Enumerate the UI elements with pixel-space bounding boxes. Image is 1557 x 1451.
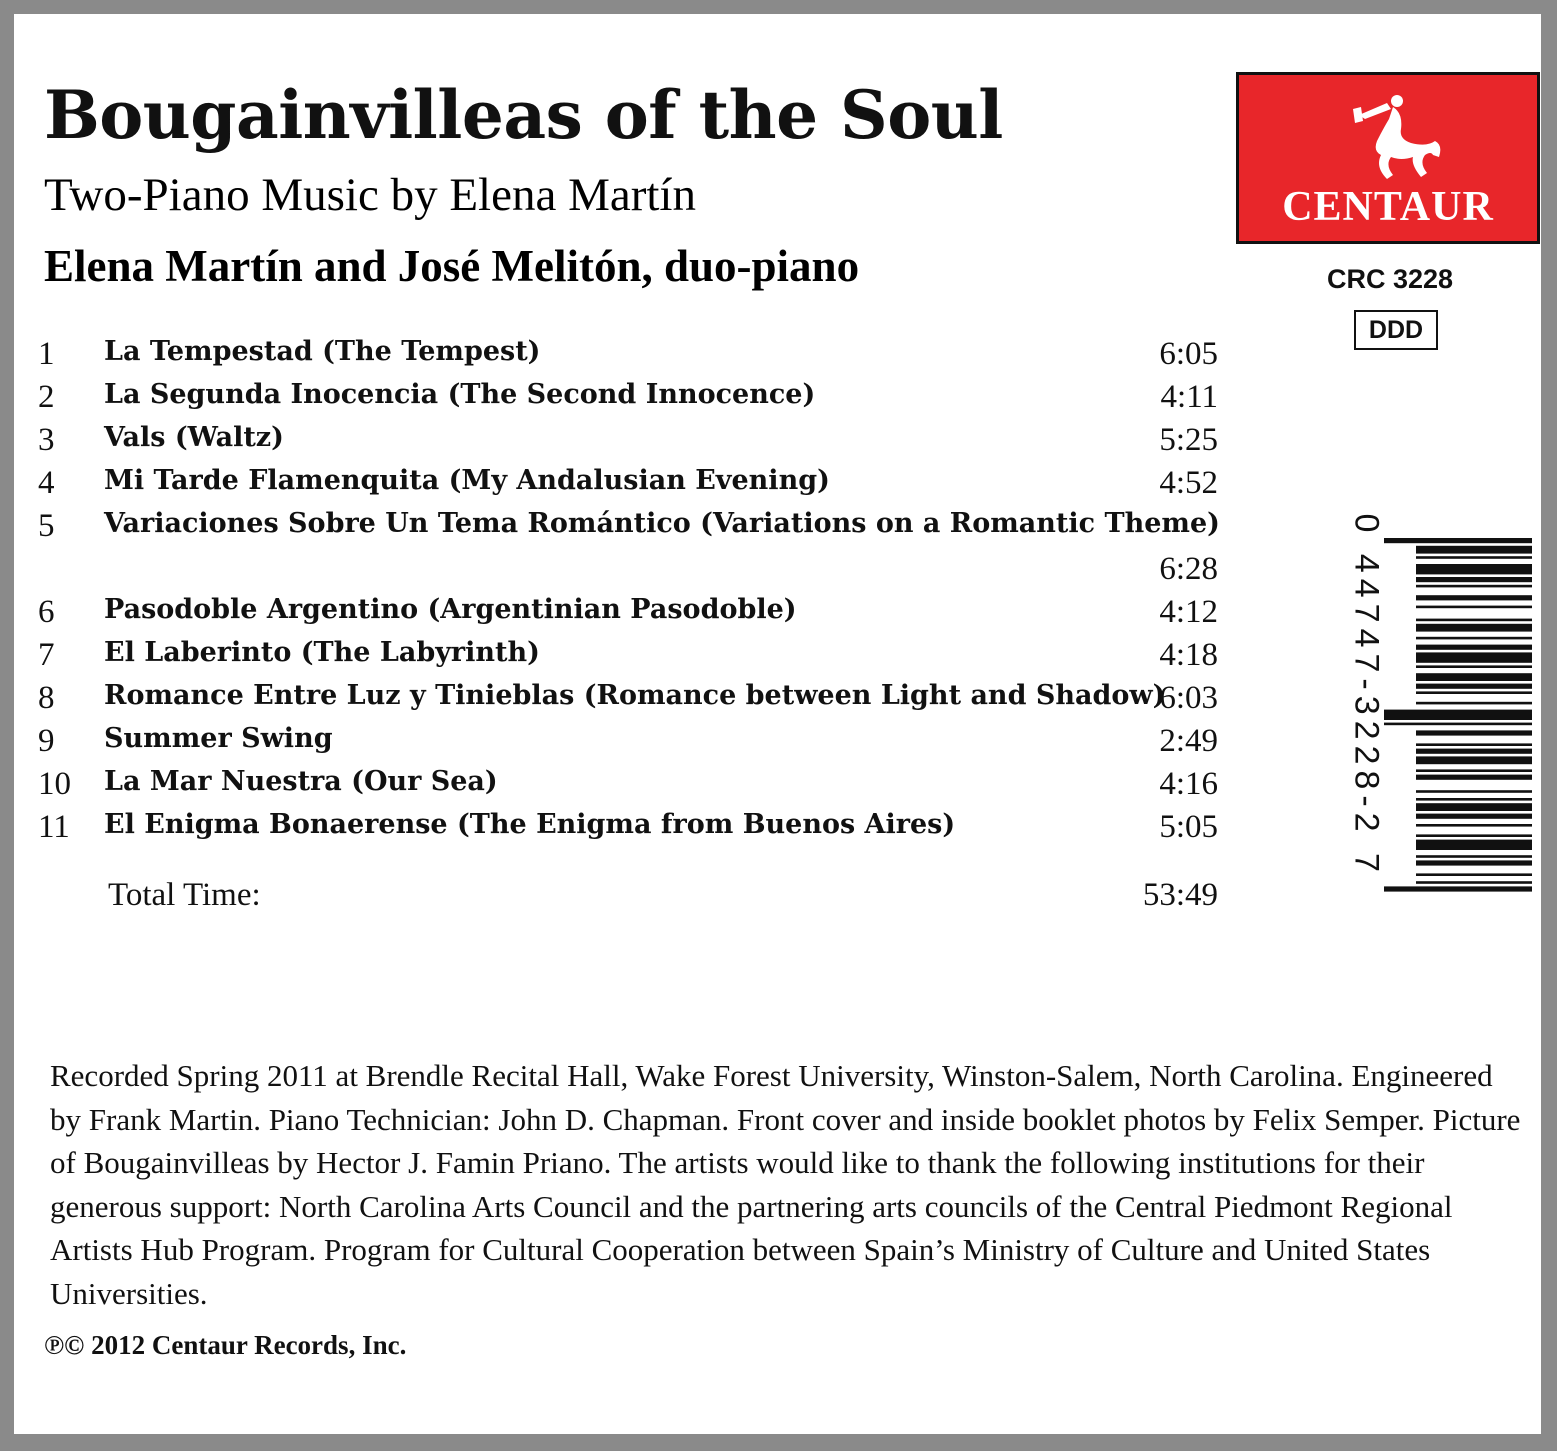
barcode-bar bbox=[1416, 585, 1532, 588]
track-duration: 5:25 bbox=[1159, 422, 1218, 458]
barcode-bar bbox=[1416, 595, 1532, 600]
track-duration: 4:52 bbox=[1159, 465, 1218, 501]
barcode-bar bbox=[1416, 790, 1532, 793]
barcode-bar bbox=[1416, 691, 1532, 694]
track-number: 11 bbox=[38, 809, 70, 845]
barcode-bar bbox=[1416, 775, 1532, 780]
barcode-bar bbox=[1416, 673, 1532, 681]
barcode-bar bbox=[1416, 855, 1532, 858]
barcode-bar bbox=[1416, 556, 1532, 559]
track-row bbox=[38, 336, 1218, 379]
track-title: Vals (Waltz) bbox=[104, 422, 284, 453]
barcode-bar bbox=[1416, 840, 1532, 850]
track-duration: 4:18 bbox=[1159, 637, 1218, 673]
barcode-bar bbox=[1384, 886, 1532, 891]
barcode-bar bbox=[1416, 860, 1532, 865]
track-row bbox=[38, 422, 1218, 465]
track-row bbox=[38, 766, 1218, 809]
track-title: La Mar Nuestra (Our Sea) bbox=[104, 766, 498, 797]
track-row bbox=[38, 594, 1218, 637]
track-number: 9 bbox=[38, 723, 55, 759]
total-time-row bbox=[38, 877, 1218, 937]
barcode-digits-wrapper bbox=[1344, 504, 1384, 924]
barcode-bar bbox=[1416, 824, 1532, 827]
barcode-bar bbox=[1416, 546, 1532, 554]
performers: Elena Martín and José Melitón, duo-piano bbox=[44, 241, 860, 291]
total-time-label: Total Time: bbox=[108, 877, 261, 913]
track-row bbox=[38, 465, 1218, 508]
track-number: 8 bbox=[38, 680, 55, 716]
barcode-bar bbox=[1416, 577, 1532, 582]
track-number: 10 bbox=[38, 766, 71, 802]
track-duration: 6:05 bbox=[1159, 336, 1218, 372]
copyright-notice: ℗© 2012 Centaur Records, Inc. bbox=[44, 1330, 407, 1360]
centaur-logo bbox=[1236, 72, 1540, 244]
track-duration: 4:12 bbox=[1159, 594, 1218, 630]
track-title: Variaciones Sobre Un Tema Romántico (Variations on a Romantic Theme) bbox=[104, 508, 1220, 539]
track-number: 4 bbox=[38, 465, 55, 501]
barcode-bar bbox=[1416, 803, 1532, 811]
barcode-bar bbox=[1416, 652, 1532, 662]
barcode-bar bbox=[1416, 564, 1532, 574]
barcode-bar bbox=[1416, 606, 1532, 609]
track-row bbox=[38, 508, 1218, 594]
barcode-bar bbox=[1416, 624, 1532, 632]
barcode-bar bbox=[1416, 743, 1532, 746]
label-name: CENTAUR bbox=[1282, 184, 1494, 230]
album-subtitle: Two-Piano Music by Elena Martín bbox=[44, 169, 696, 221]
barcode-bar bbox=[1416, 637, 1532, 640]
track-title: El Enigma Bonaerense (The Enigma from Buenos Aires) bbox=[104, 809, 956, 840]
track-row bbox=[38, 637, 1218, 680]
cd-back-cover bbox=[14, 14, 1541, 1434]
barcode-bar bbox=[1416, 702, 1532, 705]
barcode-bar bbox=[1416, 798, 1532, 801]
track-row bbox=[38, 723, 1218, 766]
barcode-bar bbox=[1416, 873, 1532, 876]
track-number: 2 bbox=[38, 379, 55, 415]
track-title: Romance Entre Luz y Tinieblas (Romance between Light and Shadow) bbox=[104, 680, 1166, 711]
barcode-bar bbox=[1384, 723, 1532, 726]
track-row bbox=[38, 680, 1218, 723]
barcode-bar bbox=[1416, 619, 1532, 622]
track-duration: 4:11 bbox=[1160, 379, 1218, 415]
track-row bbox=[38, 379, 1218, 422]
track-title: La Segunda Inocencia (The Second Innocence) bbox=[104, 379, 816, 410]
album-title: Bougainvilleas of the Soul bbox=[44, 76, 1003, 154]
recording-credits: Recorded Spring 2011 at Brendle Recital Hall, Wake Forest University, Winston-Salem, North Carolina. Engineered by Frank Martin. Piano Technician: John D. Chapman. Front cover and inside booklet photos by Felix Semper. Picture of Bougainvilleas by Hector J. Famin Priano. The artists would like to thank the following institutions for their generous support: North Carolina Arts Council and the partnering arts councils of the Central Piedmont Regional Artists Hub Program. Program for Cultural Cooperation between Spain’s Ministry of Culture and United States Universities. bbox=[50, 1058, 1521, 1311]
track-number: 5 bbox=[38, 508, 55, 544]
track-duration: 6:03 bbox=[1159, 680, 1218, 716]
track-title: Pasodoble Argentino (Argentinian Pasodoble) bbox=[104, 594, 797, 625]
barcode-digits: 0 44747-3228-2 7 bbox=[1347, 513, 1386, 878]
track-title: Summer Swing bbox=[104, 723, 333, 754]
barcode-bar bbox=[1384, 538, 1532, 543]
track-number: 3 bbox=[38, 422, 55, 458]
track-title: El Laberinto (The Labyrinth) bbox=[104, 637, 540, 668]
centaur-logo-icon bbox=[1339, 85, 1449, 195]
barcode-bar bbox=[1416, 665, 1532, 668]
barcode-bar bbox=[1384, 710, 1532, 720]
barcode-bar bbox=[1416, 756, 1532, 764]
track-title: Mi Tarde Flamenquita (My Andalusian Evening) bbox=[104, 465, 830, 496]
barcode-bar bbox=[1416, 645, 1532, 650]
barcode-bar bbox=[1416, 769, 1532, 772]
barcode-bar bbox=[1416, 730, 1532, 735]
recording-code-badge: DDD bbox=[1354, 310, 1438, 350]
catalog-number: CRC 3228 bbox=[1326, 264, 1454, 294]
barcode-bar bbox=[1416, 881, 1532, 884]
track-number: 1 bbox=[38, 336, 55, 372]
track-number: 6 bbox=[38, 594, 55, 630]
track-duration: 5:05 bbox=[1159, 809, 1218, 845]
barcode-bar bbox=[1416, 814, 1532, 819]
barcode-bar bbox=[1416, 684, 1532, 689]
track-number: 7 bbox=[38, 637, 55, 673]
barcode-bar bbox=[1416, 749, 1532, 754]
track-duration: 6:28 bbox=[1159, 551, 1218, 587]
track-list bbox=[38, 336, 1218, 937]
barcode-bar bbox=[1416, 834, 1532, 837]
track-duration: 2:49 bbox=[1159, 723, 1218, 759]
total-time-value: 53:49 bbox=[1142, 877, 1218, 913]
track-duration: 4:16 bbox=[1159, 766, 1218, 802]
track-title: La Tempestad (The Tempest) bbox=[104, 336, 541, 367]
track-row bbox=[38, 809, 1218, 852]
